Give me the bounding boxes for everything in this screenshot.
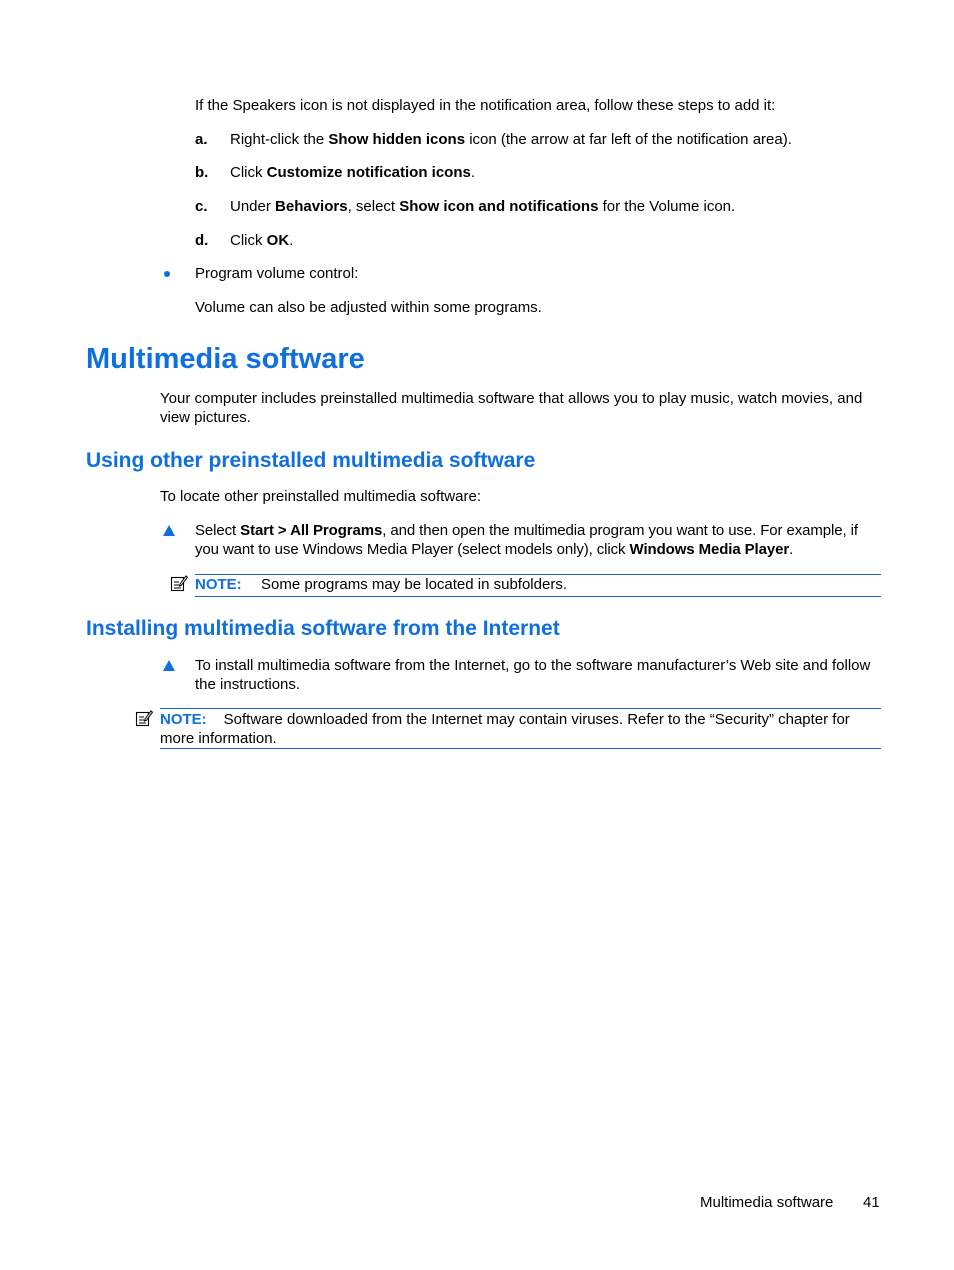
triangle-step-icon xyxy=(163,660,175,671)
subsection-title-2: Installing multimedia software from the Internet xyxy=(86,617,560,640)
step-text: To install multimedia software from the Internet, go to the software manufacturer’s Web site and follow the instructions. xyxy=(195,657,871,693)
step-text: Select Start > All Programs, and then open the multimedia program you want to use. For example, if you want to use Windows Media Player (select models only), click Windows Media Player. xyxy=(195,522,858,558)
step-text: Click OK. xyxy=(230,232,294,249)
note-label: NOTE: xyxy=(195,576,242,593)
intro-text: If the Speakers icon is not displayed in the notification area, follow these steps to add it: xyxy=(195,97,776,114)
note-icon xyxy=(135,709,153,727)
note-box xyxy=(160,708,881,749)
bullet-text: Program volume control: xyxy=(195,265,359,282)
section-body: Your computer includes preinstalled multimedia software that allows you to play music, watch movies, and view pictures. xyxy=(160,390,863,426)
note-text: Software downloaded from the Internet may contain viruses. Refer to the “Security” chapter for more information. xyxy=(160,711,850,747)
step-text: Right-click the Show hidden icons icon (the arrow at far left of the notification area). xyxy=(230,131,792,148)
note-box xyxy=(195,574,881,597)
subsection-intro: To locate other preinstalled multimedia software: xyxy=(160,488,481,505)
page-number: 41 xyxy=(863,1194,880,1211)
note-content xyxy=(160,710,881,748)
section-title: Multimedia software xyxy=(86,343,365,375)
step-text: Click Customize notification icons. xyxy=(230,164,476,181)
step-text: Under Behaviors, select Show icon and notifications for the Volume icon. xyxy=(230,198,736,215)
step-label: c. xyxy=(195,198,208,215)
bullet-dot-icon xyxy=(164,271,170,277)
footer-section: Multimedia software xyxy=(700,1194,834,1211)
subsection-title-1: Using other preinstalled multimedia software xyxy=(86,449,536,472)
step-label: a. xyxy=(195,131,208,148)
triangle-step-icon xyxy=(163,525,175,536)
step-label: b. xyxy=(195,164,209,181)
note-label: NOTE: xyxy=(160,711,207,728)
note-text: Some programs may be located in subfolders. xyxy=(261,576,567,593)
note-icon xyxy=(170,574,188,592)
bullet-subtext: Volume can also be adjusted within some programs. xyxy=(195,299,542,316)
step-label: d. xyxy=(195,232,209,249)
